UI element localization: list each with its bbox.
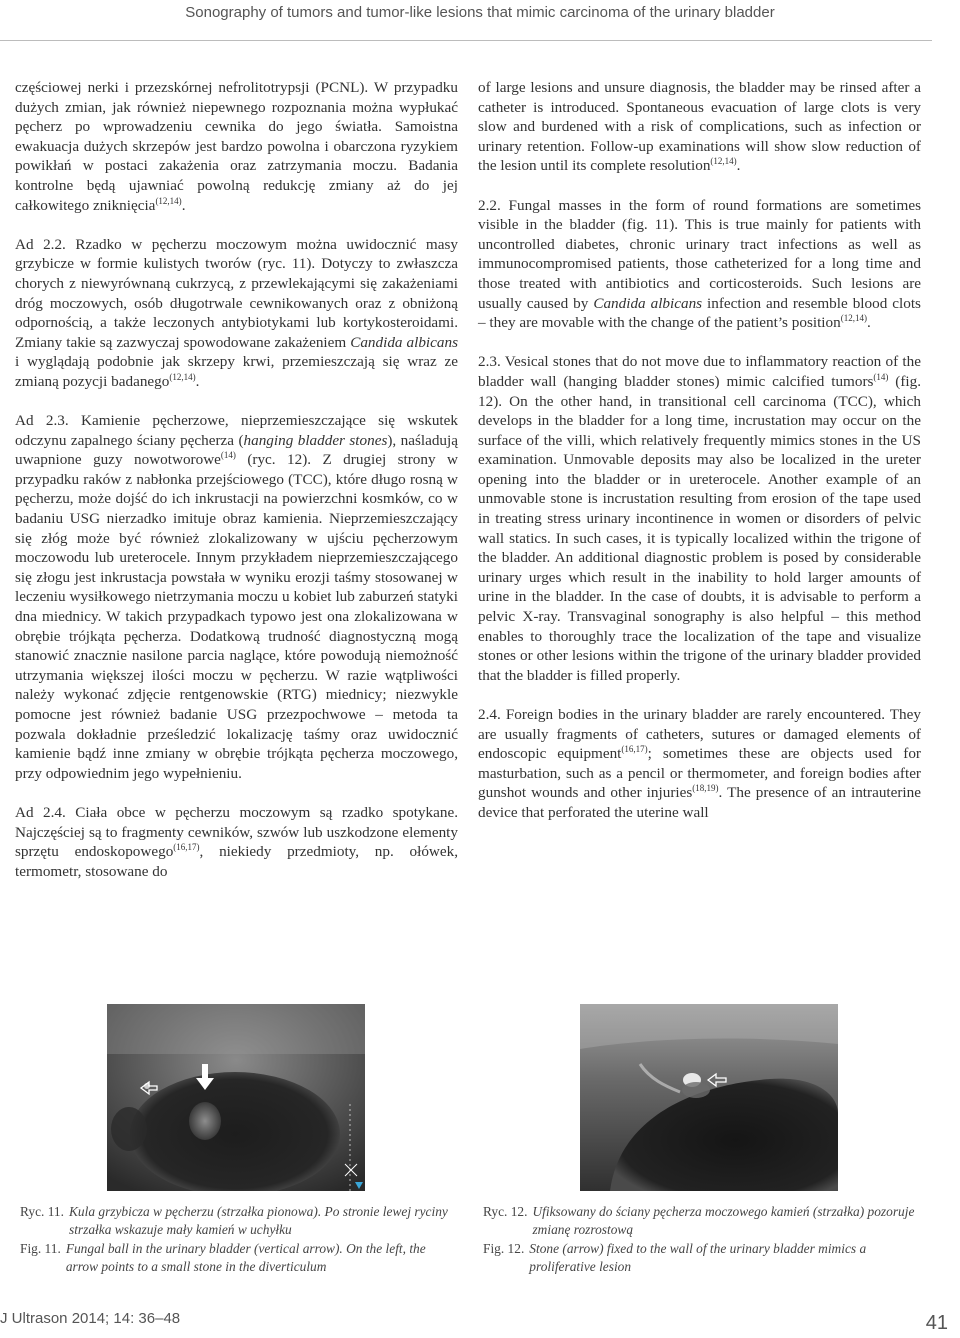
italic-term: hanging bladder stones <box>243 431 388 449</box>
text-run: (ryc. 12). Z drugiej strony w przypadku raków z nabłonka przejściowego (TCC), które długo rosną w pęcherzu, może dojść do ich inkrustacji na powierzchni kosmków, co w badaniu USG nierzadko imituje obraz kamienia. Nieprzemieszczający się złóg może być również zlokalizowany w ujściu pęcherzowym moczowodu lub ureterocele. Innym przykładem nieprzemieszczającego się złogu jest inkrustacja powstała w wyniku erozji taśmy stosowanej w leczeniu wysiłkowego nietrzymania moczu u kobiet lub zaburzeń statyki dna miednicy. W takich przypadkach typowo jest ona zlokalizowana w obrębie trójkąta pęcherza. Dodatkową trudność diagnostyczną mogą stanowić znacznie nasilone parcia naglące, które powodują niemożność utrzymania większej ilości moczu w pęcherzu. W razie wątpliwości należy wykonać zdjęcie rentgenowskie (RTG) miednicy; niezwykle pomocne jest również badanie USG przezpochwowe – metoda ta pozwala dokładnie prześledzić lokalizację taśmy oraz uwidocznić kamienie bądź inne zmiany w obrębie trójkąta pęcherza moczowego, przy odpowiednim jego wypełnieniu. <box>15 451 458 782</box>
text-run: Ad 2.3. Kamienie pęcherzowe, nieprzemieszczające się wskutek odczynu zapalnego ściany pęcherza ( <box>15 412 458 449</box>
caption-text: Fungal ball in the urinary bladder (vertical arrow). On the left, the arrow points to a small stone in the diverticulum <box>65 1241 426 1274</box>
italic-term: Candida albicans <box>350 333 458 351</box>
text-run: ), naśladują uwapnione guzy nowotworowe <box>15 431 458 469</box>
text-run: 2.2. Fungal masses in the form of round formations are sometimes visible in the bladder (fig. 11). This is true mainly for patients with uncontrolled diabetes, chronic urinary tract infections as well as immunocompromised patients, those catheterized for a long time and those treated with antibiotics and corticosteroids. Such lesions are usually caused by <box>478 196 921 312</box>
text-run: częściowej nerki i przezskórnej nefrolitotrypsji (PCNL). W przypadku dużych zmian, jak również niepewnego rozpoznania można wypłukać pęcherz po wprowadzeniu cewnika do jego światła. Samoistna ewakuacja dużych skrzepów jest bardzo powolna i obarczona ryzykiem powikłań w postaci zakażenia oraz zatrzymania moczu. Badania kontrolne będą ujawniać powolną redukcję zmiany aż do jej całkowitego zniknięcia <box>15 79 458 214</box>
left-text-column <box>15 78 458 881</box>
right-text-column <box>478 78 921 823</box>
text-run: . <box>866 314 871 332</box>
text-run: , niekiedy przedmioty, np. ołówek, termometr, stosowane do <box>15 843 459 880</box>
reference-superscript: (16,17) <box>621 744 648 755</box>
text-run: i wyglądają podobnie jak skrzepy krwi, przemieszczają się wraz ze zmianą pozycji badanego <box>15 353 458 390</box>
running-title: Sonography of tumors and tumor-like lesions that mimic carcinoma of the urinary bladder <box>185 4 775 21</box>
reference-superscript: (16,17) <box>173 842 200 853</box>
right-paragraph-1 <box>478 78 921 176</box>
caption-label: Fig. 11. <box>20 1241 61 1256</box>
left-paragraph-4 <box>15 803 458 881</box>
left-paragraph-1 <box>15 78 458 215</box>
caption-polish <box>483 1203 923 1239</box>
caption-english <box>483 1240 923 1276</box>
caption-text: Stone (arrow) fixed to the wall of the urinary bladder mimics a proliferative lesion <box>529 1241 867 1274</box>
text-run: 2.4. Foreign bodies in the urinary bladder are rarely encountered. They are usually fragments of catheters, sutures or damaged elements of endoscopic equipment <box>478 706 921 763</box>
journal-citation: J Ultrason 2014; 14: 36–48 <box>0 1310 181 1327</box>
right-paragraph-2 <box>478 196 921 333</box>
reference-superscript: (12,14) <box>710 156 737 167</box>
reference-superscript: (14) <box>873 371 889 382</box>
caption-label: Fig. 12. <box>483 1241 525 1256</box>
figure-11-ultrasound-image <box>107 1004 365 1191</box>
ultrasound-scan-graphic <box>107 1004 365 1191</box>
text-run: Ad 2.2. Rzadko w pęcherzu moczowym można uwidocznić masy grzybicze w formie kulistych tworów (ryc. 11). Dotyczy to zwłaszcza chorych z niewyrównaną cukrzycą, z przewlekającymi się zakażeniami dróg moczowych, osób długotrwale cewnikowanych oraz z obniżoną odpornością, a także leczonych antybiotykami lub kortykosteroidami. Zmiany takie są zazwyczaj spowodowane zakażeniem <box>15 235 458 351</box>
caption-english <box>20 1240 460 1276</box>
text-run: 2.3. Vesical stones that do not move due to inflammatory reaction of the bladder wall (hanging bladder stones) mimic calcified tumors <box>478 353 921 390</box>
text-run: . <box>736 157 741 175</box>
left-paragraph-3 <box>15 411 458 783</box>
figure-11-caption <box>20 1203 460 1277</box>
right-paragraph-4 <box>478 705 921 823</box>
italic-term: Candida albicans <box>593 294 703 312</box>
text-run: infection and resemble blood clots – they are movable with the change of the patient’s position <box>478 294 921 332</box>
reference-superscript: (12,14) <box>155 195 182 206</box>
left-paragraph-2 <box>15 235 458 392</box>
figure-12-caption <box>483 1203 923 1277</box>
text-run: . <box>195 372 200 390</box>
reference-superscript: (18,19) <box>692 783 719 794</box>
reference-superscript: (12,14) <box>169 371 196 382</box>
reference-superscript: (14) <box>220 450 236 461</box>
text-run: . The presence of an intrauterine device that perforated the uterine wall <box>478 784 921 821</box>
caption-label: Ryc. 11. <box>20 1204 64 1219</box>
caption-text: Kula grzybicza w pęcherzu (strzałka pionowa). Po stronie lewej ryciny strzałka wskazuje mały kamień w uchyłku <box>68 1204 448 1237</box>
caption-label: Ryc. 12. <box>483 1204 528 1219</box>
caption-text: Ufiksowany do ściany pęcherza moczowego kamień (strzałka) pozoruje zmianę rozrostową <box>532 1204 915 1237</box>
text-run: Ad 2.4. Ciała obce w pęcherzu moczowym są rzadko spotykane. Najczęściej są to fragmenty cewników, szwów lub uszkodzone elementy sprzętu endoskopowego <box>15 803 458 861</box>
ultrasound-scan-graphic <box>580 1004 838 1191</box>
caption-polish <box>20 1203 460 1239</box>
reference-superscript: (12,14) <box>840 313 867 324</box>
text-run: of large lesions and unsure diagnosis, the bladder may be rinsed after a catheter is introduced. Spontaneous evacuation of large clots is very slow and burdened with a risk of complications, such as infection or urinary retention. Follow-up examinations will show slow reduction of the lesion until its complete resolution <box>478 79 921 175</box>
text-run: ; sometimes these are objects used for masturbation, such as a pencil or thermometer, and foreign bodies after gunshot wounds and other injuries <box>478 745 921 802</box>
header-divider <box>0 40 932 41</box>
text-run: (fig. 12). On the other hand, in transitional cell carcinoma (TCC), which develops in the bladder for a long time, incrustation may occur on the surface of the villi, which relatively frequently mimics stones in the US examination. Unmovable deposits may also be localized in the ureter opening into the bladder or in ureterocele. Another example of an unmovable stone is incrustation resulting from erosion of the tape used in treating stress urinary incontinence in women or disorders of pelvic wall statics. In such cases, it is typically localized within the trigone of the bladder. An additional diagnostic problem is posed by considerable urinary urges which result in the inability to hold larger amounts of urine in the bladder. In the case of doubts, it is advisable to perform a pelvic X-ray. Transvaginal sonography is also helpful – this method enables to thoroughly trace the localization of the tape and visualize stones or other lesions within the trigone of the urinary bladder provided that the bladder is filled properly. <box>478 372 921 684</box>
right-paragraph-3 <box>478 352 921 685</box>
figure-12-ultrasound-image <box>580 1004 838 1191</box>
page-number: 41 <box>925 1312 948 1334</box>
text-run: . <box>181 196 186 214</box>
